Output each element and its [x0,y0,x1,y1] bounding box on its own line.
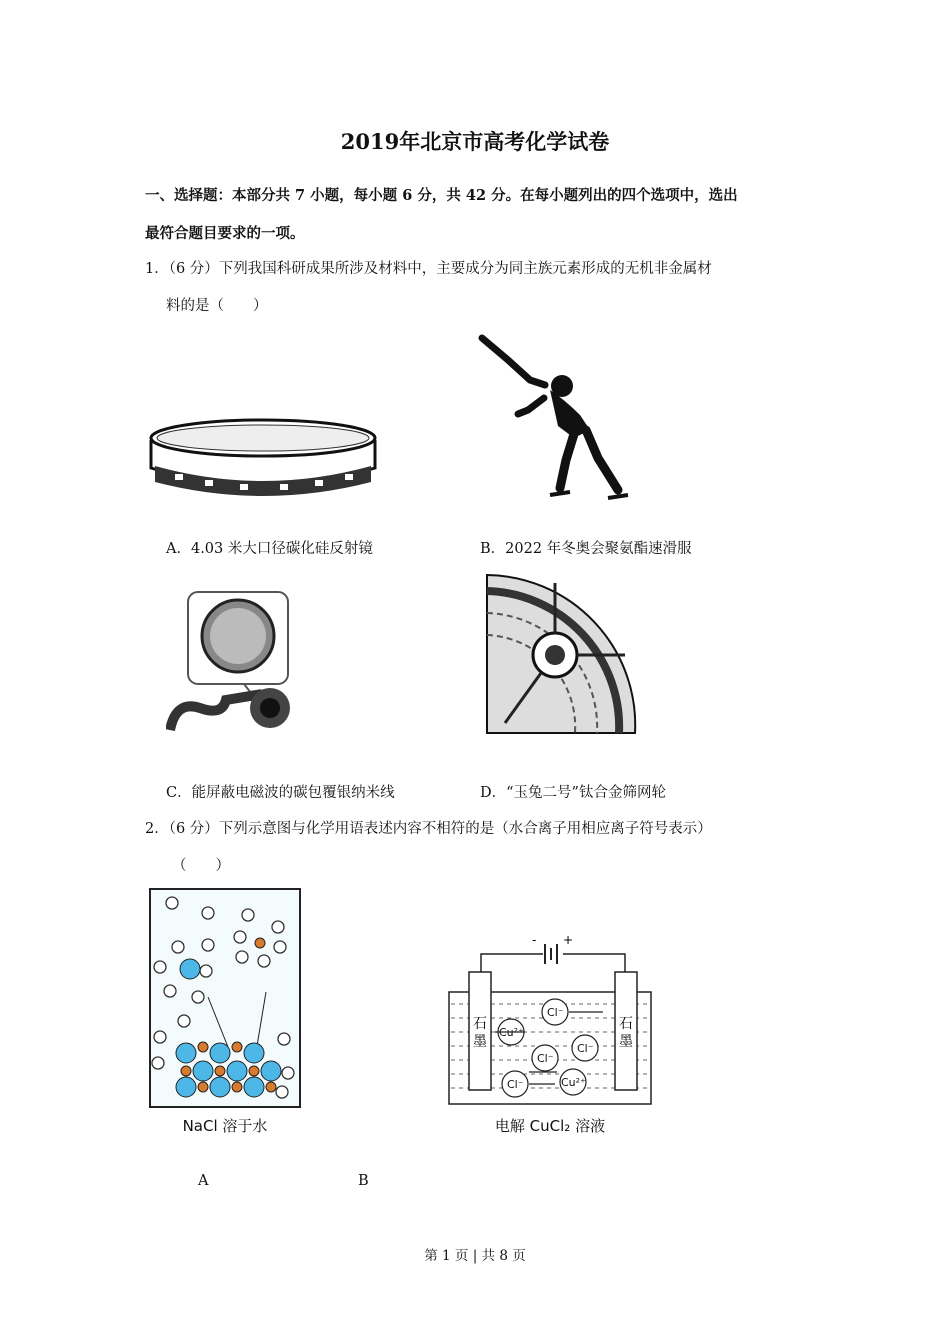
left-electrode-label-1: 石 [473,1016,487,1032]
option-a-label: A [198,1173,209,1189]
nanowire-figure [166,590,296,740]
wheel-figure [485,573,640,743]
right-electrode-label-2: 墨 [619,1034,633,1050]
svg-text:Cl⁻: Cl⁻ [577,1042,594,1055]
option-c-caption: C．能屏蔽电磁波的碳包覆银纳米线 [166,785,395,801]
question-1-stem: 1．（6 分）下列我国科研成果所涉及材料中，主要成分为同主族元素形成的无机非金属材 [145,261,712,277]
svg-text:Cl⁻: Cl⁻ [507,1078,524,1091]
option-b-caption: B．2022 年冬奥会聚氨酯速滑服 [480,541,692,557]
svg-text:-: - [532,933,537,947]
question-2-stem: 2．（6 分）下列示意图与化学用语表述内容不相符的是（水合离子用相应离子符号表示） [145,821,712,837]
nacl-dissolution-figure [148,887,302,1111]
skater-figure [470,330,645,515]
section-heading-line2: 最符合题目要求的一项。 [145,225,305,242]
svg-text:+: + [563,933,574,947]
left-electrode-label-2: 墨 [473,1034,487,1050]
electrolysis-figure [445,932,655,1110]
svg-text:Cu²⁺: Cu²⁺ [561,1076,586,1089]
svg-text:Cl⁻: Cl⁻ [547,1006,564,1019]
question-2-stem-cont: （ ） [172,858,230,874]
mirror-figure [145,410,380,510]
figure-a-caption: NaCl 溶于水 [182,1117,268,1135]
question-1-stem-cont: 料的是（ ） [166,298,268,314]
option-d-caption: D．“玉兔二号”钛合金筛网轮 [480,785,666,801]
section-heading-line1: 一、选择题：本部分共 7 小题，每小题 6 分，共 42 分。在每小题列出的四个选项中，选出 [145,187,738,204]
option-a-caption: A．4.03 米大口径碳化硅反射镜 [166,541,373,557]
figure-b-caption: 电解 CuCl₂ 溶液 [494,1117,606,1135]
option-b-label: B [358,1173,369,1189]
page-footer: 第 1 页 | 共 8 页 [424,1248,526,1264]
right-electrode-label-1: 石 [619,1016,633,1032]
svg-text:Cu²⁺: Cu²⁺ [499,1026,524,1039]
page-title: 2019年北京市高考化学试卷 [340,129,610,154]
svg-text:Cl⁻: Cl⁻ [537,1052,554,1065]
